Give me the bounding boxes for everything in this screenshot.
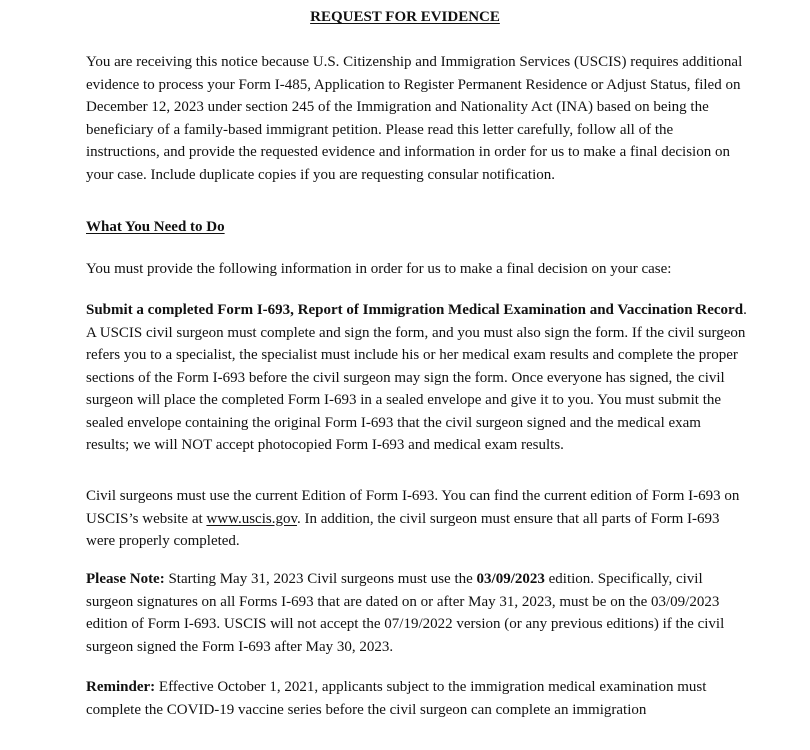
uscis-website-link[interactable]: www.uscis.gov <box>206 510 297 527</box>
note-label: Please Note: <box>86 571 165 587</box>
submit-form-text: . A USCIS civil surgeon must complete and sign the form, and you must also sign the form. If the civil surgeon refers you to a specialist, the specialist must include his or her medical exam results and complete the proper sections of the Form I-693 before the civil surgeon may sign the form. Once everyone has signed, the civil surgeon will place the completed Form I-693 in a sealed envelope and give it to you. You must submit the sealed envelope containing the original Form I-693 that the civil surgeon signed and the medical exam results; we will NOT accept photocopied Form I-693 and medical exam results. <box>86 302 747 453</box>
note-edition-bold: 03/09/2023 <box>476 571 545 587</box>
document-title <box>0 8 810 26</box>
document-title-text: REQUEST FOR EVIDENCE <box>310 9 500 25</box>
submit-form-bold: Submit a completed Form I-693, Report of Immigration Medical Examination and Vaccination Record <box>86 302 744 318</box>
need-intro-text: You must provide the following information in order for us to make a final decision on your case: <box>86 261 672 277</box>
reminder-text: Effective October 1, 2021, applicants subject to the immigration medical examination must complete the COVID-19 vaccine series before the civil surgeon can complete an immigration <box>86 679 707 718</box>
edition-text-after: . In addition, the civil surgeon must ensure that all parts of Form I-693 were properly completed. <box>86 510 720 549</box>
need-intro-paragraph <box>86 258 748 281</box>
intro-paragraph <box>86 51 748 186</box>
reminder-paragraph <box>86 676 748 721</box>
section-heading-text: What You Need to Do <box>86 219 225 235</box>
intro-text: You are receiving this notice because U.S. Citizenship and Immigration Services (USCIS) requires additional evidence to process your Form I-485, Application to Register Permanent Residence or Adjust Status, filed on December 12, 2023 under section 245 of the Immigration and Nationality Act (INA) based on being the beneficiary of a family-based immigrant petition. Please read this letter carefully, follow all of the instructions, and provide the requested evidence and information in order for us to make a final decision on your case. Include duplicate copies if you are requesting consular notification. <box>86 54 743 183</box>
section-heading <box>86 217 225 237</box>
note-text-part2: edition. Specifically, civil surgeon signatures on all Forms I-693 that are dated on or after May 31, 2023, must be on the 03/09/2023 edition of Form I-693. USCIS will not accept the 07/19/2022 version (or any previous editions) if the civil surgeon signed the Form I-693 after May 30, 2023. <box>86 571 725 655</box>
submit-form-paragraph <box>86 299 748 457</box>
note-text-part1: Starting May 31, 2023 Civil surgeons must use the <box>164 571 477 587</box>
note-paragraph <box>86 568 748 658</box>
edition-text-before: Civil surgeons must use the current Edition of Form I-693. You can find the current edition of Form I-693 on USCIS’s website at <box>86 488 740 527</box>
reminder-label: Reminder: <box>86 679 156 695</box>
edition-paragraph <box>86 485 748 553</box>
